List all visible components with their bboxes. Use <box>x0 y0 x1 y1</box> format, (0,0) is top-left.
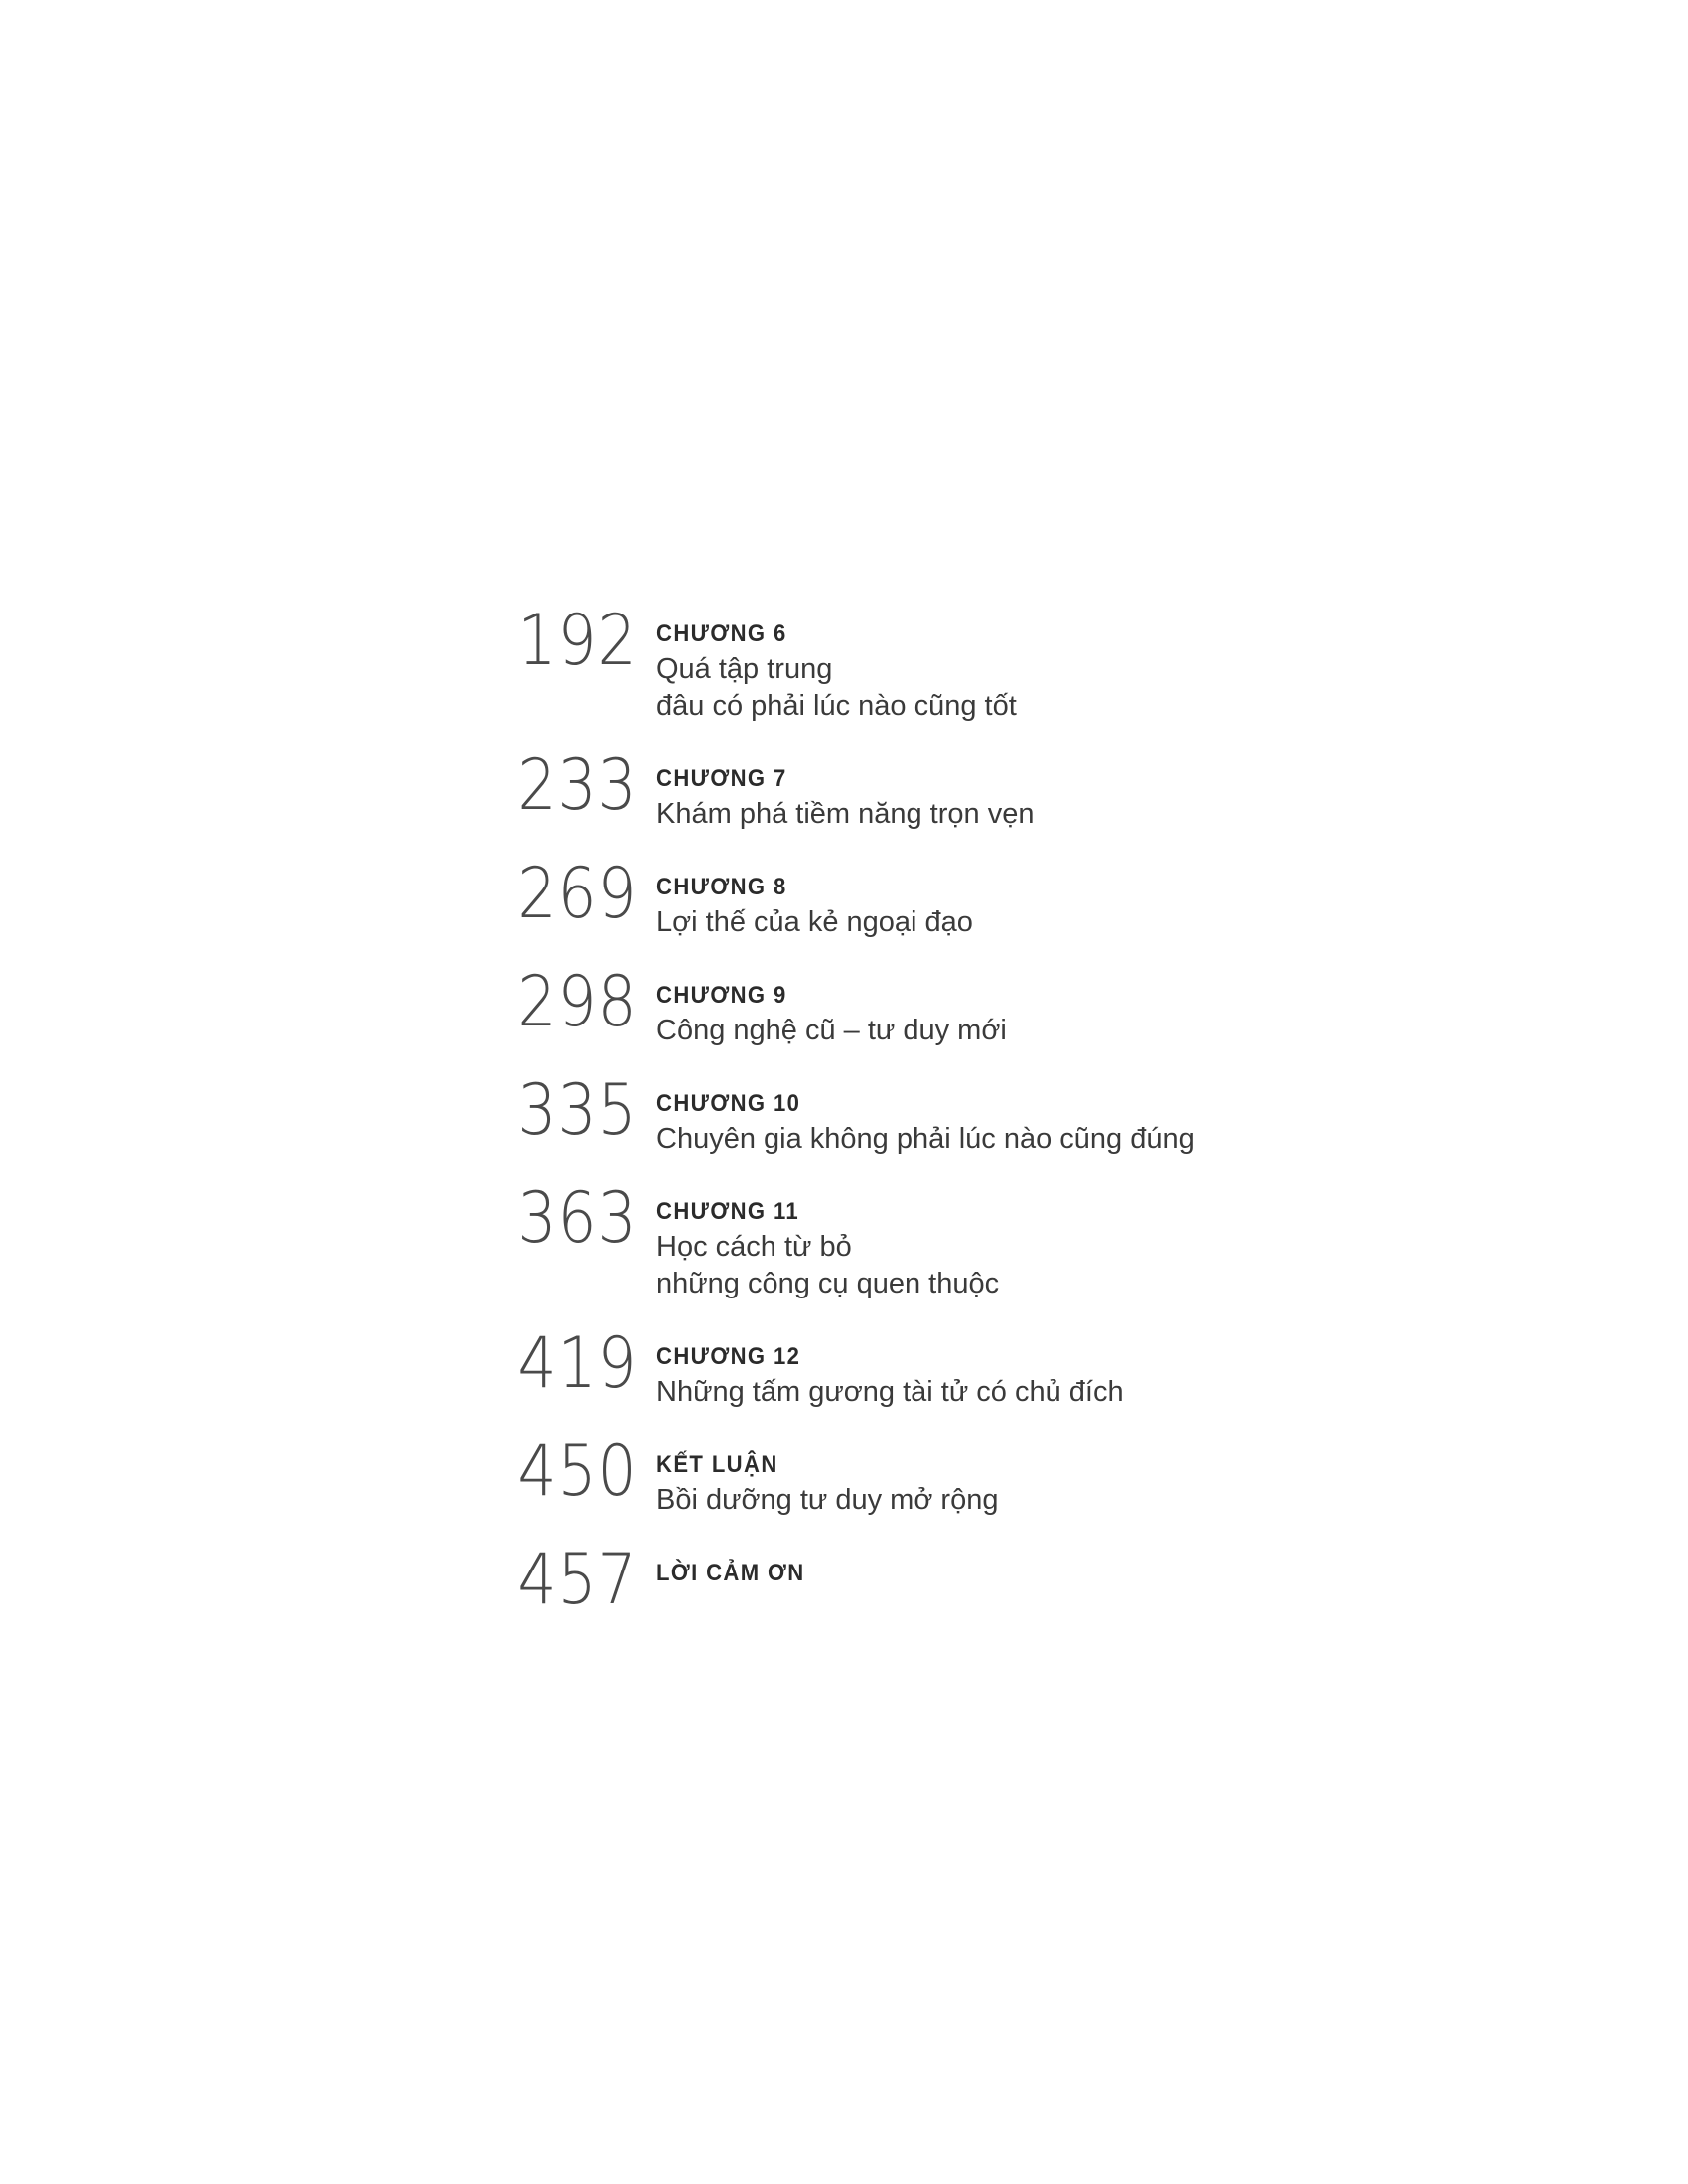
chapter-title-line: Khám phá tiềm năng trọn vẹn <box>656 798 1035 830</box>
entry-text-block <box>656 617 1017 725</box>
page-number: 363 <box>517 1177 637 1259</box>
page-number: 419 <box>517 1322 637 1404</box>
page-number: 233 <box>517 745 637 826</box>
chapter-label: CHƯƠNG 7 <box>656 765 787 792</box>
page-number: 192 <box>517 600 637 681</box>
toc-entry <box>503 1069 1258 1158</box>
chapter-label: KẾT LUẬN <box>656 1451 778 1478</box>
chapter-label: CHƯƠNG 8 <box>656 874 787 900</box>
chapter-label: CHƯƠNG 11 <box>656 1198 800 1225</box>
toc-entry <box>503 853 1258 941</box>
page-number: 298 <box>517 961 637 1042</box>
toc-entry <box>503 1177 1258 1302</box>
page-number: 457 <box>517 1539 637 1620</box>
toc-entry <box>503 1539 1258 1620</box>
entry-text-block <box>656 1195 999 1302</box>
chapter-label: CHƯƠNG 10 <box>656 1090 801 1117</box>
page-number: 269 <box>517 853 637 934</box>
chapter-label: CHƯƠNG 6 <box>656 620 787 647</box>
toc-entry <box>503 745 1258 833</box>
entry-text-block <box>656 1340 1124 1411</box>
toc-entry <box>503 1431 1258 1519</box>
chapter-title-line: Lợi thế của kẻ ngoại đạo <box>656 906 973 938</box>
chapter-title-line: Những tấm gương tài tử có chủ đích <box>656 1376 1124 1408</box>
page-number: 335 <box>517 1069 637 1151</box>
chapter-title-line: Quá tập trung <box>656 653 833 685</box>
chapter-title-line: Học cách từ bỏ <box>656 1231 852 1263</box>
entry-text-block <box>656 762 1034 833</box>
chapter-label: CHƯƠNG 9 <box>656 982 787 1009</box>
chapter-title-line: Chuyên gia không phải lúc nào cũng đúng <box>656 1123 1195 1155</box>
entry-text-block <box>656 1557 818 1590</box>
chapter-title-line: những công cụ quen thuộc <box>656 1268 1000 1299</box>
chapter-title-line: Công nghệ cũ – tư duy mới <box>656 1015 1007 1046</box>
chapter-label: LỜI CẢM ƠN <box>656 1560 805 1586</box>
toc-entry <box>503 600 1258 725</box>
chapter-title-line: đâu có phải lúc nào cũng tốt <box>656 690 1017 722</box>
toc-entry <box>503 961 1258 1049</box>
entry-text-block <box>656 1448 998 1519</box>
chapter-label: CHƯƠNG 12 <box>656 1343 801 1370</box>
chapter-title-line: Bồi dưỡng tư duy mở rộng <box>656 1484 999 1516</box>
table-of-contents <box>503 600 1258 1652</box>
toc-entry <box>503 1322 1258 1411</box>
page-number: 450 <box>517 1431 637 1512</box>
entry-text-block <box>656 1087 1195 1158</box>
entry-text-block <box>656 979 1007 1049</box>
entry-text-block <box>656 871 973 941</box>
